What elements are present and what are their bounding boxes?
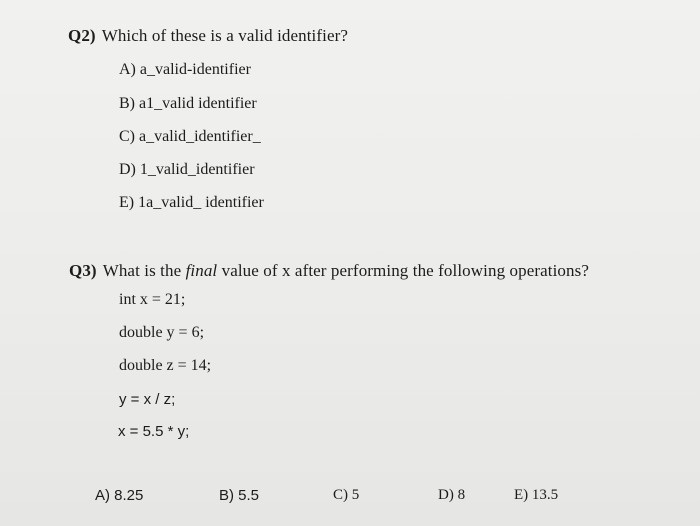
q3-prompt [69,261,589,281]
q3-code-line-2: double y = 6; [119,324,205,341]
q3-answer-a: A) 8.25 [95,487,144,504]
q3-code-line-3: double z = 14; [119,357,212,374]
q2-number: Q2) [68,26,96,45]
q2-option-a: A) a_valid-identifier [119,61,251,78]
q3-code-line-5: x = 5.5 * y; [118,423,190,440]
q2-option-e: E) 1a_valid_ identifier [119,194,264,211]
q3-answer-b: B) 5.5 [219,487,260,504]
q3-text-italic: final [185,261,218,280]
q2-option-d: D) 1_valid_identifier [119,161,255,178]
q3-text-before: What is the [102,261,182,280]
q2-text: Which of these is a valid identifier? [101,26,349,45]
q3-text-after: value of x after performing the following operations? [221,261,589,280]
q3-code-line-1: int x = 21; [119,291,186,308]
q2-option-c: C) a_valid_identifier_ [119,128,261,145]
q3-answer-d: D) 8 [438,487,466,503]
q3-number: Q3) [69,261,97,280]
q2-option-b: B) a1_valid identifier [119,95,257,112]
q3-answer-c: C) 5 [333,487,360,503]
q2-prompt [68,26,348,46]
q3-code-line-4: y = x / z; [119,391,176,408]
q3-answer-e: E) 13.5 [514,487,559,503]
